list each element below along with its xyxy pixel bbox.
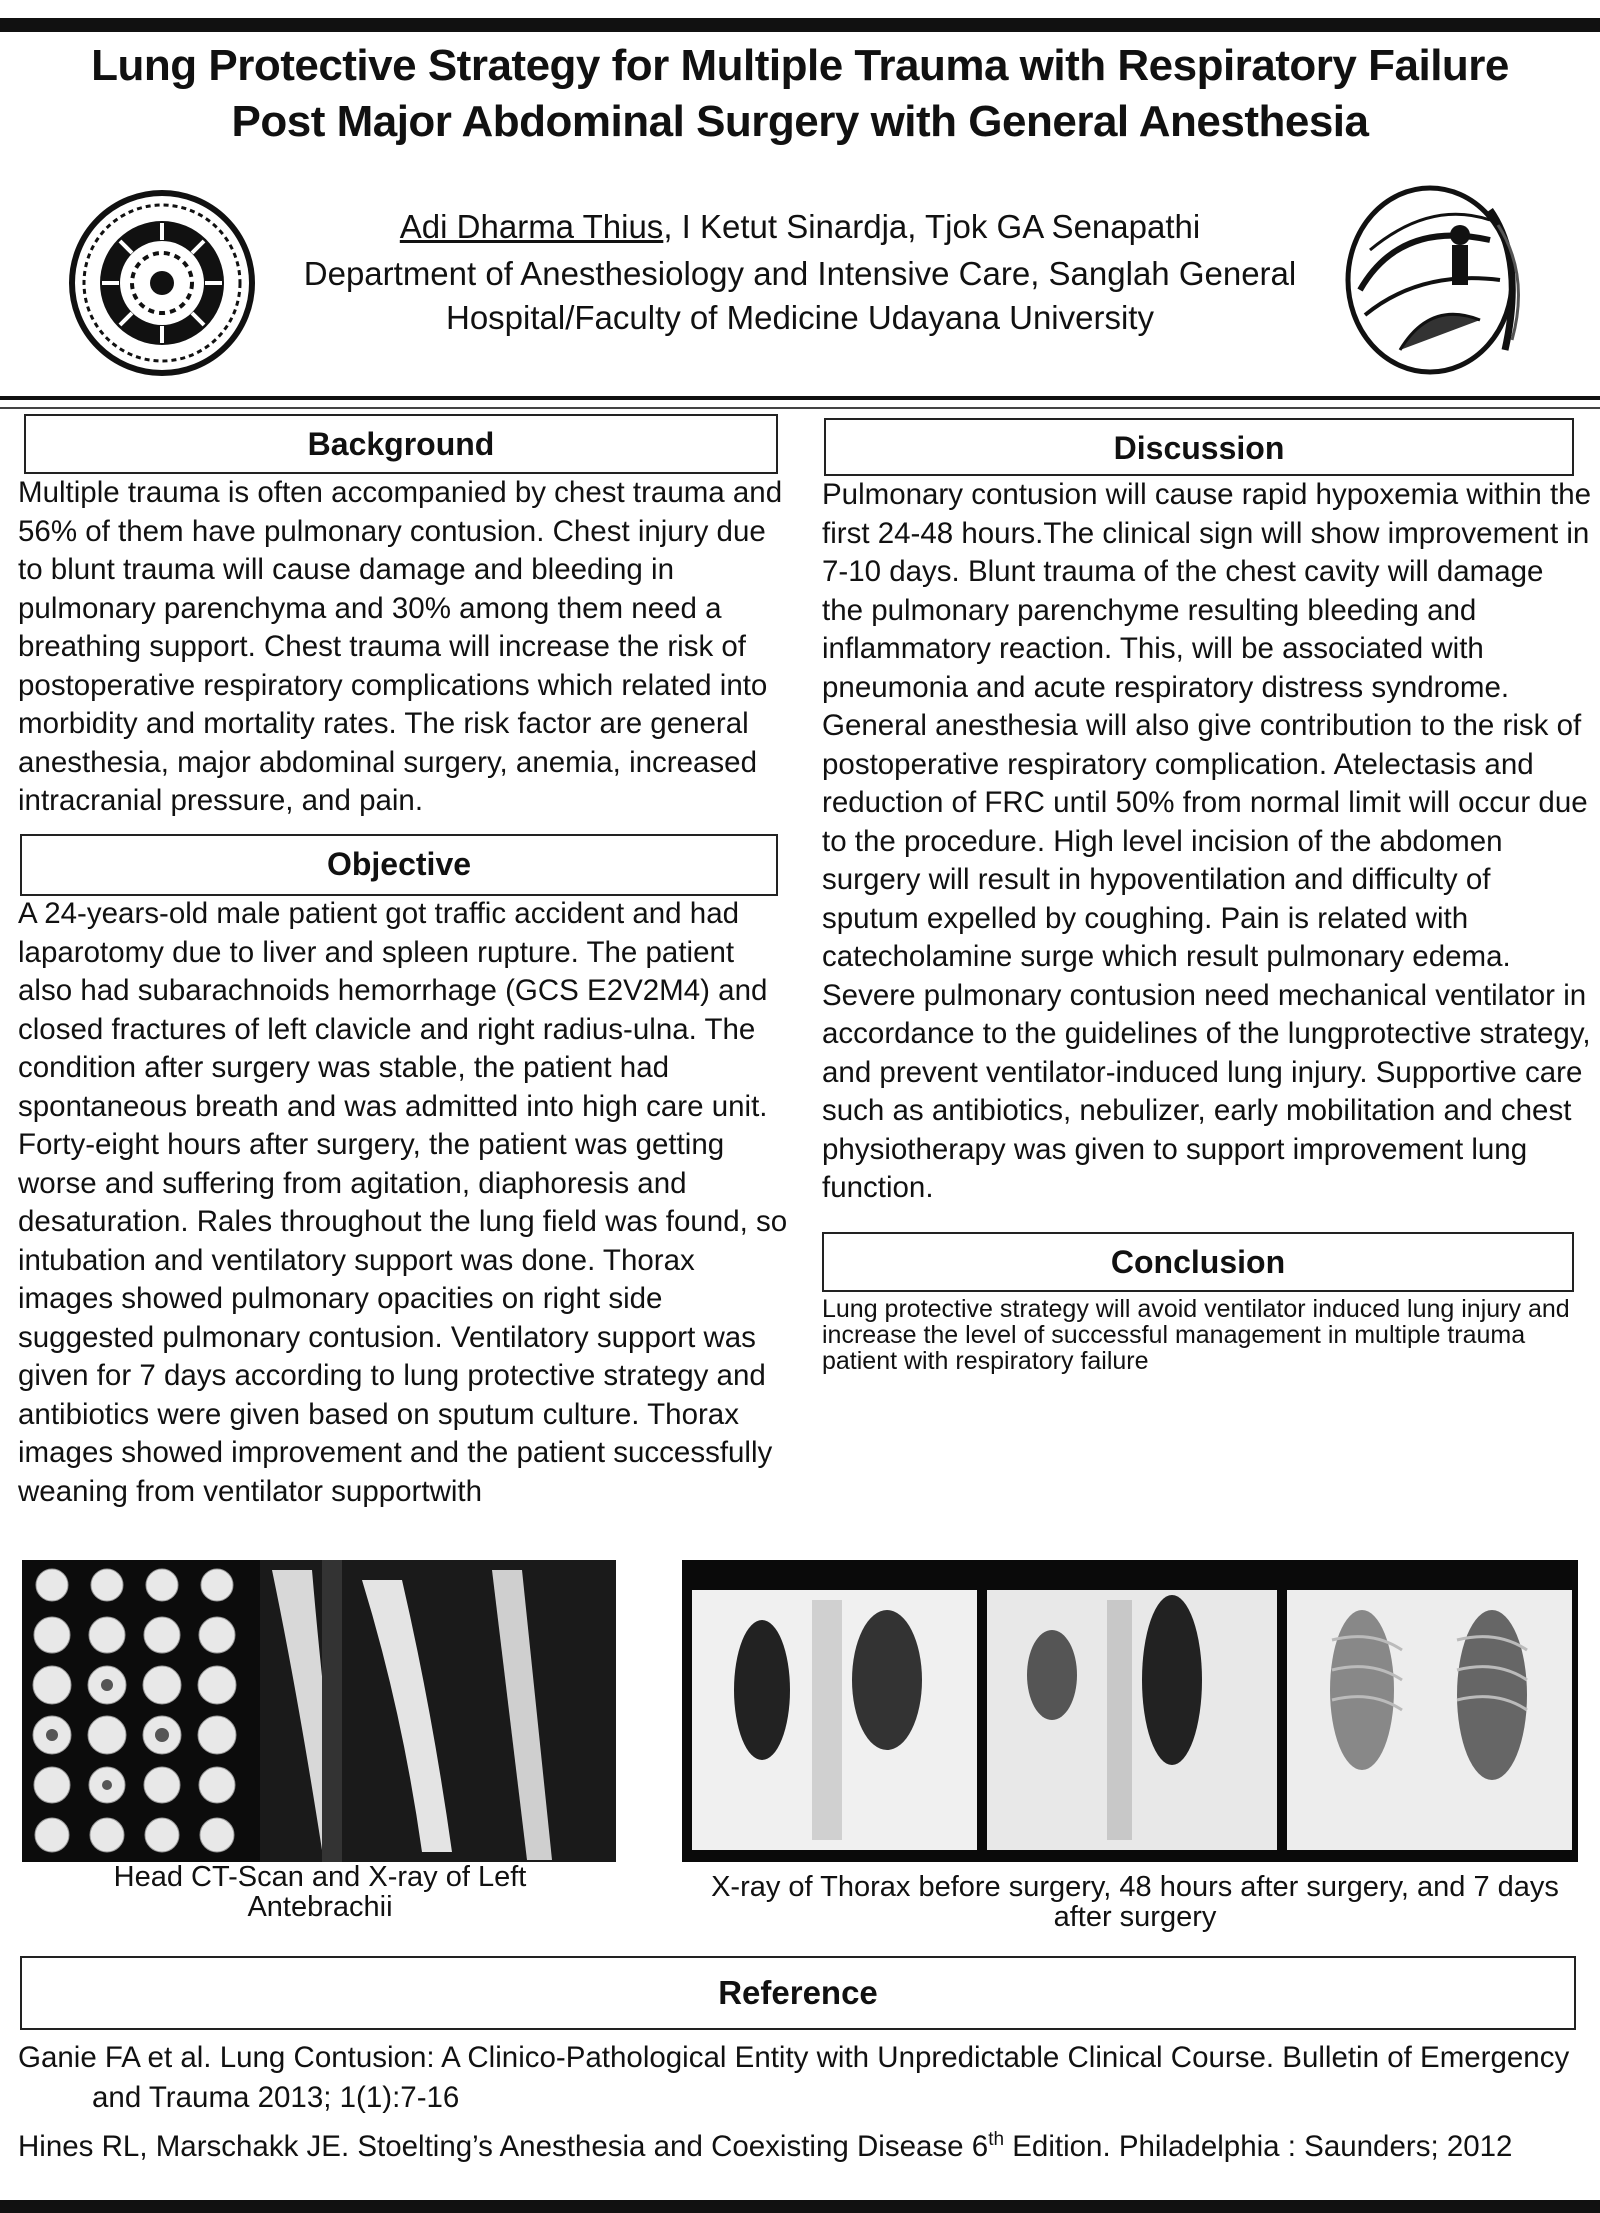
co-authors: , I Ketut Sinardja, Tjok GA Senapathi (663, 208, 1201, 245)
ct-scan-and-xray-image (22, 1560, 616, 1862)
conclusion-text: Lung protective strategy will avoid ventilator induced lung injury and increase the level of successful management in multiple trauma patient with respiratory failure (822, 1295, 1570, 1375)
reference-heading: Reference (20, 1956, 1576, 2030)
affiliation: Department of Anesthesiology and Intensive Care, Sanglah General Hospital/Faculty of Medicine Udayana University (303, 255, 1297, 336)
xray-figure-caption: X-ray of Thorax before surgery, 48 hours after surgery, and 7 days after surgery (711, 1871, 1559, 1933)
ct-figure-caption: Head CT-Scan and X-ray of Left Antebrachii (113, 1861, 527, 1923)
bottom-rule (0, 2200, 1600, 2213)
discussion-heading: Discussion (824, 418, 1574, 476)
thorax-xray-series-image (682, 1560, 1578, 1862)
conclusion-heading: Conclusion (822, 1232, 1574, 1292)
background-heading: Background (24, 414, 778, 474)
presenting-author: Adi Dharma Thius (399, 208, 664, 245)
author-line (230, 206, 1370, 248)
top-rule (0, 18, 1600, 32)
header-divider (0, 396, 1600, 400)
discussion-text: Pulmonary contusion will cause rapid hypoxemia within the first 24-48 hours.The clinical sign will show improvement in 7-10 days. Blunt trauma of the chest cavity will damage the pulmonary parenchyme resulting bleeding and inflammatory reaction. This, will be associated with pneumonia and acute respiratory distress syndrome. General anesthesia will also give contribution to the risk of postoperative respiratory complication. Atelectasis and reduction of FRC until 50% from normal limit will occur due to the procedure. High level incision of the abdomen surgery will result in hypoventilation and difficulty of sputum expelled by coughing. Pain is related with catecholamine surge which result pulmonary edema. Severe pulmonary contusion need mechanical ventilator in accordance to the guidelines of the lungprotective strategy, and prevent ventilator-induced lung injury. Supportive care such as antibiotics, nebulizer, early mobilitation and chest physiotherapy was given to support improvement lung function. (822, 478, 1592, 1204)
poster-title: Lung Protective Strategy for Multiple Trauma with Respiratory Failure Post Major Abdominal Surgery with General Anesthesia (91, 41, 1509, 146)
header-divider-thin (0, 407, 1600, 409)
reference-item: Ganie FA et al. Lung Contusion: A Clinico-Pathological Entity with Unpredictable Clinical Course. Bulletin of Emergency and Trauma 2013; 1(1):7-16 (18, 2041, 1570, 2114)
objective-text: A 24-years-old male patient got traffic accident and had laparotomy due to liver and spleen rupture. The patient also had subarachnoids hemorrhage (GCS E2V2M4) and closed fractures of left clavicle and right radius-ulna. The condition after surgery was stable, the patient had spontaneous breath and was admitted into high care unit. Forty-eight hours after surgery, the patient was getting worse and suffering from agitation, diaphoresis and desaturation. Rales throughout the lung field was found, so intubation and ventilatory support was done. Thorax images showed pulmonary opacities on right side suggested pulmonary contusion. Ventilatory support was given for 7 days according to lung protective strategy and antibiotics were given based on sputum culture. Thorax images showed improvement and the patient successfully weaning from ventilator supportwith (18, 897, 788, 1508)
reference-list (18, 2038, 1588, 2169)
objective-heading: Objective (20, 834, 778, 896)
background-text: Multiple trauma is often accompanied by chest trauma and 56% of them have pulmonary contusion. Chest injury due to blunt trauma will cause damage and bleeding in pulmonary parenchyma and 30% among them need a breathing support. Chest trauma will increase the risk of postoperative respiratory complications which related into morbidity and mortality rates. The risk factor are general anesthesia, major abdominal surgery, anemia, increased intracranial pressure, and pain. (18, 476, 783, 817)
reference-item: Hines RL, Marschakk JE. Stoelting’s Anesthesia and Coexisting Disease 6th Edition. Philadelphia : Saunders; 2012 (18, 2129, 1513, 2163)
